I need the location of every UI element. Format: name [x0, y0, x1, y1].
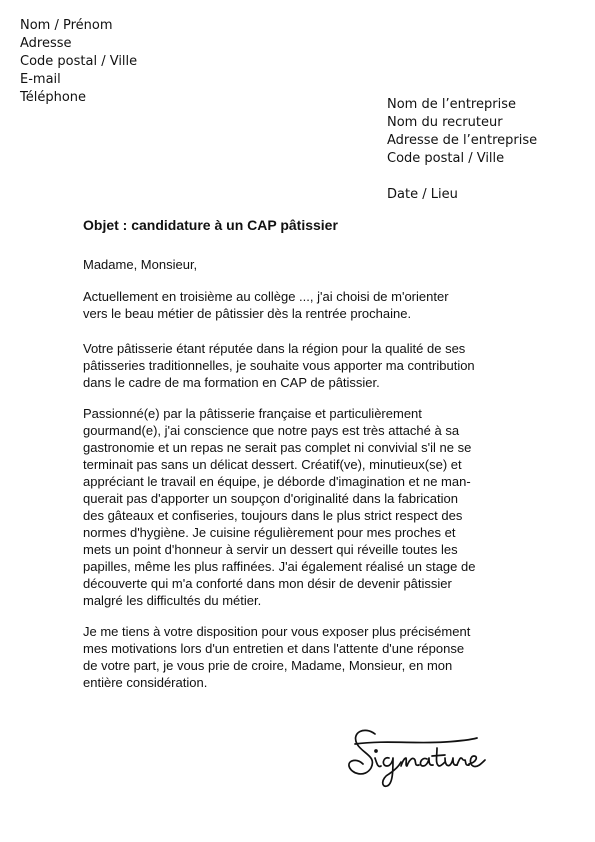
sender-name: Nom / Prénom	[20, 18, 113, 33]
paragraph-line: pâtisseries traditionnelles, je souhaite vous apporter ma contribution	[83, 358, 475, 373]
paragraph-line: querait pas d'apporter un soupçon d'originalité dans la fabrication	[83, 491, 458, 506]
recipient-block	[387, 96, 537, 204]
paragraph-line: Actuellement en troisième au collège ..., j'ai choisi de m'orienter	[83, 289, 449, 304]
paragraph-line: des gâteaux et confiseries, toujours dans le plus strict respect des	[83, 508, 463, 523]
paragraph-line: gourmand(e), j'ai conscience que notre pays est très attaché à sa	[83, 423, 460, 438]
recipient-company: Nom de l’entreprise	[387, 97, 516, 112]
paragraph-line: gastronomie et un repas ne serait pas complet ni convivial s'il ne se	[83, 440, 472, 455]
letter-body	[83, 216, 523, 690]
paragraph-line: terminait pas sans un délicat dessert. Créatif(ve), minutieux(se) et	[83, 457, 462, 472]
recipient-address: Adresse de l’entreprise	[387, 133, 538, 148]
paragraph-line: malgré les difficultés du métier.	[83, 593, 262, 608]
paragraph-line: papilles, même les plus raffinées. J'ai également réalisé un stage de	[83, 559, 476, 574]
sender-email: E-mail	[20, 72, 61, 87]
paragraph-line: Votre pâtisserie étant réputée dans la région pour la qualité de ses	[83, 341, 466, 356]
handwritten-signature	[345, 722, 490, 807]
paragraph-line: mes motivations lors d'un entretien et dans l'attente d'une réponse	[83, 641, 465, 656]
paragraph-line: normes d'hygiène. Je cuisine régulièrement pour mes proches et	[83, 525, 456, 540]
paragraph-line: dans le cadre de ma formation en CAP de pâtissier.	[83, 375, 380, 390]
sender-postal-city: Code postal / Ville	[20, 54, 138, 69]
recipient-recruiter: Nom du recruteur	[387, 115, 503, 130]
sender-address: Adresse	[20, 36, 72, 51]
letter-greeting: Madame, Monsieur,	[83, 257, 198, 272]
paragraph-3	[83, 405, 475, 609]
paragraph-line: vers le beau métier de pâtissier dès la rentrée prochaine.	[83, 306, 412, 321]
letter-subject: Objet : candidature à un CAP pâtissier	[83, 217, 338, 233]
paragraph-line: découverte qui m'a conforté dans mon désir de devenir pâtissier	[83, 576, 452, 591]
date-place: Date / Lieu	[387, 187, 458, 202]
paragraph-line: de votre part, je vous prie de croire, Madame, Monsieur, en mon	[83, 658, 453, 673]
paragraph-1	[83, 288, 449, 322]
paragraph-line: appréciant le travail en équipe, je déborde d'imagination et ne man-	[83, 474, 471, 489]
paragraph-line: entière considération.	[83, 675, 208, 690]
paragraph-line: Passionné(e) par la pâtisserie française et particulièrement	[83, 406, 422, 421]
paragraph-line: mets un point d'honneur à servir un dessert qui réveille toutes les	[83, 542, 458, 557]
signature-drawing	[345, 722, 490, 802]
sender-block	[20, 17, 137, 107]
sender-phone: Téléphone	[20, 90, 87, 105]
paragraph-line: Je me tiens à votre disposition pour vous exposer plus précisément	[83, 624, 471, 639]
recipient-postal-city: Code postal / Ville	[387, 151, 505, 166]
paragraph-2	[83, 340, 475, 391]
paragraph-4	[83, 623, 470, 691]
